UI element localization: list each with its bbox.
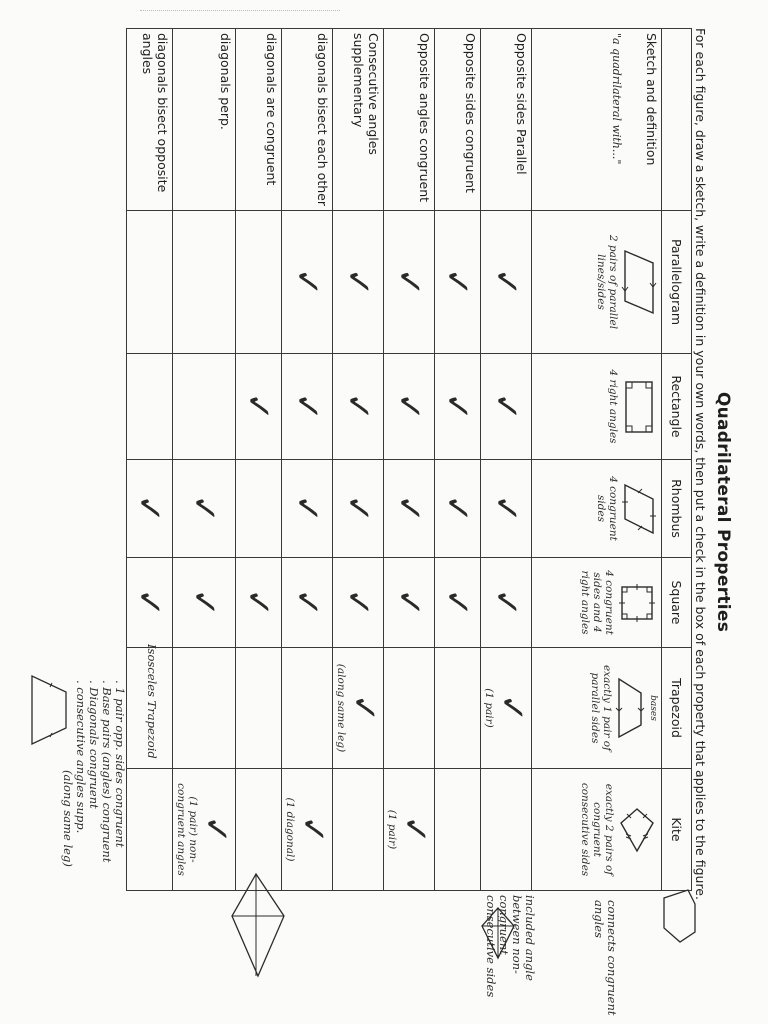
check-mark-icon: ✓ bbox=[238, 588, 279, 617]
check-cell-rhombus bbox=[173, 460, 236, 558]
hexagon-sketch-icon bbox=[660, 884, 698, 946]
check-note: (1 pair) non-congruent angles bbox=[175, 783, 199, 876]
check-mark-icon: ✓ bbox=[293, 815, 333, 844]
check-cell-trapezoid bbox=[282, 648, 333, 769]
check-cell-parallelogram bbox=[173, 211, 236, 354]
check-mark-icon: ✓ bbox=[129, 588, 170, 617]
check-note: (1 diagonal) bbox=[284, 797, 296, 862]
property-label: diagonals bisect opposite angles bbox=[127, 29, 173, 211]
property-label: Opposite sides congruent bbox=[435, 29, 481, 211]
check-cell-parallelogram bbox=[481, 211, 532, 354]
check-cell-square bbox=[173, 558, 236, 648]
sketch-trapezoid bbox=[532, 648, 662, 769]
check-cell-square bbox=[127, 558, 173, 648]
corner-cell bbox=[662, 29, 692, 211]
isosceles-trapezoid-sketch-icon bbox=[24, 670, 72, 750]
check-cell-rectangle bbox=[435, 354, 481, 460]
check-cell-rhombus bbox=[282, 460, 333, 558]
check-cell-trapezoid bbox=[384, 648, 435, 769]
parallelogram-sketch-icon bbox=[621, 247, 657, 317]
kite-note-included-angle: included angle between non-congruent consecutive sides bbox=[484, 895, 537, 998]
definition-rhombus: 4 congruent sides bbox=[595, 476, 619, 541]
sketch-row bbox=[532, 29, 662, 891]
check-mark-icon: ✓ bbox=[287, 588, 327, 617]
property-row bbox=[173, 29, 236, 891]
check-cell-rhombus bbox=[435, 460, 481, 558]
sketch-label-cell bbox=[532, 29, 662, 211]
property-row bbox=[236, 29, 282, 891]
large-kite-sketch-icon bbox=[228, 870, 288, 980]
annotation-kite-diagonals bbox=[592, 900, 618, 1020]
page-title: Quadrilateral Properties bbox=[713, 391, 733, 633]
trapezoid-bases-label: bases bbox=[648, 695, 658, 721]
sketch-hint: "a quadrilateral with..." bbox=[610, 33, 623, 165]
check-mark-icon: ✓ bbox=[395, 815, 435, 844]
check-note: (1 pair) bbox=[386, 809, 398, 850]
check-mark-icon: ✓ bbox=[389, 494, 429, 523]
rhombus-sketch-icon bbox=[621, 481, 657, 537]
sketch-parallelogram bbox=[532, 211, 662, 354]
check-cell-rhombus bbox=[236, 460, 282, 558]
sketch-label: Sketch and definition bbox=[644, 33, 659, 166]
property-label: Opposite sides Parallel bbox=[481, 29, 532, 211]
property-label: Opposite angles congruent bbox=[384, 29, 435, 211]
property-label: diagonals bisect each other bbox=[282, 29, 333, 211]
check-cell-parallelogram bbox=[333, 211, 384, 354]
property-label: Consecutive angles supplementary bbox=[333, 29, 384, 211]
definition-trapezoid: exactly 1 pair of parallel sides bbox=[589, 664, 613, 752]
check-mark-icon: ✓ bbox=[492, 693, 532, 723]
check-mark-icon: ✓ bbox=[184, 494, 224, 523]
kite-sketch-icon bbox=[617, 805, 657, 855]
property-label: diagonals perp. bbox=[173, 29, 236, 211]
check-cell-rhombus bbox=[384, 460, 435, 558]
check-note: (1 pair) bbox=[483, 688, 495, 728]
property-row bbox=[282, 29, 333, 891]
properties-table bbox=[126, 28, 692, 891]
check-cell-square bbox=[481, 558, 532, 648]
check-mark-icon: ✓ bbox=[129, 494, 170, 523]
check-cell-kite bbox=[481, 769, 532, 891]
check-mark-icon: ✓ bbox=[238, 392, 279, 421]
check-cell-parallelogram bbox=[127, 211, 173, 354]
definition-kite: exactly 2 pairs of congruent consecutive sides bbox=[579, 782, 615, 877]
check-mark-icon: ✓ bbox=[437, 494, 478, 523]
check-cell-parallelogram bbox=[282, 211, 333, 354]
check-mark-icon: ✓ bbox=[338, 588, 378, 617]
check-mark-icon: ✓ bbox=[338, 494, 378, 523]
check-mark-icon: ✓ bbox=[184, 588, 224, 617]
check-cell-trapezoid bbox=[481, 648, 532, 769]
check-mark-icon: ✓ bbox=[437, 588, 478, 617]
trapezoid-sketch-icon bbox=[615, 675, 645, 741]
check-cell-kite bbox=[333, 769, 384, 891]
check-mark-icon: ✓ bbox=[486, 267, 526, 297]
properties-body bbox=[127, 29, 532, 891]
check-mark-icon: ✓ bbox=[486, 588, 526, 617]
check-cell-square bbox=[333, 558, 384, 648]
check-cell-square bbox=[282, 558, 333, 648]
column-header-parallelogram: Parallelogram bbox=[662, 211, 692, 354]
check-cell-parallelogram bbox=[236, 211, 282, 354]
check-cell-square bbox=[435, 558, 481, 648]
check-cell-rectangle bbox=[173, 354, 236, 460]
check-cell-kite bbox=[384, 769, 435, 891]
check-cell-trapezoid bbox=[236, 648, 282, 769]
instructions: For each figure, draw a sketch, write a definition in your own words, then put a check in the box of each property that applies to the figure. bbox=[693, 28, 708, 900]
check-mark-icon: ✓ bbox=[389, 392, 429, 421]
check-cell-square bbox=[236, 558, 282, 648]
check-mark-icon: ✓ bbox=[344, 693, 384, 723]
isosceles-title: Isosceles Trapezoid bbox=[145, 644, 159, 759]
check-mark-icon: ✓ bbox=[338, 392, 378, 421]
check-cell-rectangle bbox=[333, 354, 384, 460]
check-mark-icon: ✓ bbox=[486, 494, 526, 523]
check-mark-icon: ✓ bbox=[389, 267, 429, 297]
check-cell-rectangle bbox=[127, 354, 173, 460]
check-mark-icon: ✓ bbox=[486, 392, 526, 421]
sketch-kite bbox=[532, 769, 662, 891]
check-cell-parallelogram bbox=[384, 211, 435, 354]
check-cell-trapezoid bbox=[173, 648, 236, 769]
check-cell-rhombus bbox=[481, 460, 532, 558]
check-cell-rectangle bbox=[236, 354, 282, 460]
property-row bbox=[384, 29, 435, 891]
property-row bbox=[333, 29, 384, 891]
isosceles-note: . Base pairs (angles) congruent bbox=[100, 680, 114, 863]
check-mark-icon: ✓ bbox=[338, 267, 378, 297]
check-cell-rhombus bbox=[127, 460, 173, 558]
column-header-trapezoid: Trapezoid bbox=[662, 648, 692, 769]
isosceles-note: . consecutive angles supp. bbox=[74, 680, 88, 834]
check-cell-kite bbox=[127, 769, 173, 891]
check-cell-kite bbox=[173, 769, 236, 891]
check-mark-icon: ✓ bbox=[287, 392, 327, 421]
column-header-rhombus: Rhombus bbox=[662, 460, 692, 558]
isosceles-note: . Diagonals congruent bbox=[87, 680, 101, 809]
check-cell-parallelogram bbox=[435, 211, 481, 354]
check-cell-trapezoid bbox=[333, 648, 384, 769]
property-row bbox=[481, 29, 532, 891]
check-cell-kite bbox=[435, 769, 481, 891]
check-mark-icon: ✓ bbox=[437, 392, 478, 421]
column-header-square: Square bbox=[662, 558, 692, 648]
property-label: diagonals are congruent bbox=[236, 29, 282, 211]
column-header-kite: Kite bbox=[662, 769, 692, 891]
kite-note-connects: connects congruent angles bbox=[592, 900, 619, 1016]
check-cell-square bbox=[384, 558, 435, 648]
check-cell-rectangle bbox=[282, 354, 333, 460]
kite-with-diagonals-sketch-icon bbox=[478, 904, 518, 962]
rectangle-sketch-icon bbox=[621, 377, 657, 437]
check-cell-rhombus bbox=[333, 460, 384, 558]
definition-rectangle: 4 right angles bbox=[607, 369, 619, 444]
check-mark-icon: ✓ bbox=[196, 815, 236, 844]
sketch-square bbox=[532, 558, 662, 648]
check-mark-icon: ✓ bbox=[287, 494, 327, 523]
header-row bbox=[662, 29, 692, 891]
square-sketch-icon bbox=[617, 581, 657, 625]
check-mark-icon: ✓ bbox=[437, 267, 478, 297]
column-header-rectangle: Rectangle bbox=[662, 354, 692, 460]
check-mark-icon: ✓ bbox=[389, 588, 429, 617]
check-cell-trapezoid bbox=[435, 648, 481, 769]
isosceles-note: (along same leg) bbox=[61, 770, 75, 867]
sketch-rectangle bbox=[532, 354, 662, 460]
check-note: (along same leg) bbox=[335, 663, 347, 753]
sketch-rhombus bbox=[532, 460, 662, 558]
check-cell-kite bbox=[282, 769, 333, 891]
definition-parallelogram: 2 pairs of parallel lines/sides bbox=[595, 234, 619, 330]
check-mark-icon: ✓ bbox=[287, 267, 327, 297]
check-cell-rectangle bbox=[384, 354, 435, 460]
definition-square: 4 congruent sides and 4 right angles bbox=[579, 570, 615, 635]
check-cell-rectangle bbox=[481, 354, 532, 460]
isosceles-note: . 1 pair opp. sides congruent bbox=[113, 680, 127, 848]
property-row bbox=[435, 29, 481, 891]
